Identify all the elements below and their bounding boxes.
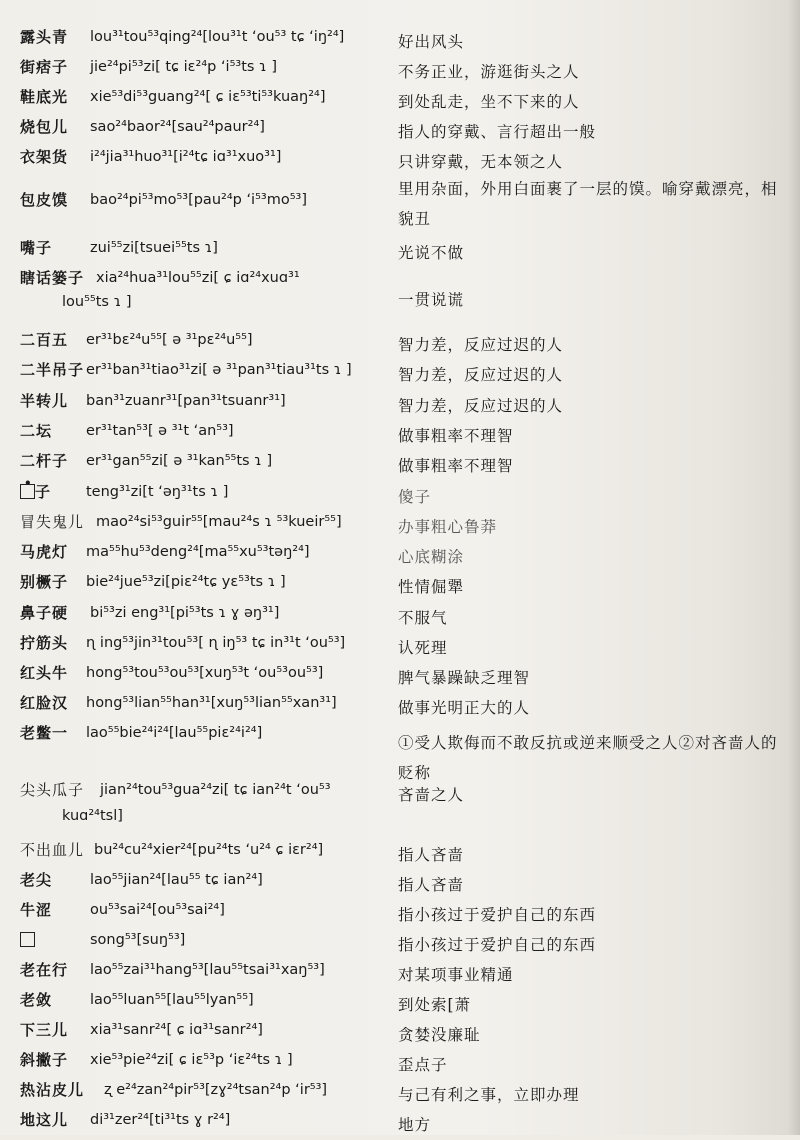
entry-pronunciation: ou⁵³sai²⁴[ou⁵³sai²⁴] [90, 902, 225, 918]
entry-word: 烧包儿 [20, 118, 69, 136]
entry-pronunciation: jian²⁴tou⁵³gua²⁴zi[ tɕ ian²⁴t ‘ou⁵³ [100, 782, 331, 798]
entry-definition: 性情倔犟 [398, 578, 465, 596]
entry-pronunciation: i²⁴jia³¹huo³¹[i²⁴tɕ iɑ³¹xuo³¹] [90, 149, 282, 165]
entry-pronunciation: xia²⁴hua³¹lou⁵⁵zi[ ɕ iɑ²⁴xuɑ³¹ [96, 270, 300, 286]
entry-pronunciation: mao²⁴si⁵³guir⁵⁵[mau²⁴s ɿ ⁵³kueir⁵⁵] [96, 514, 342, 530]
entry-word: 衣架货 [20, 148, 69, 166]
entry-pronunciation: lao⁵⁵zai³¹hang⁵³[lau⁵⁵tsai³¹xaŋ⁵³] [90, 962, 325, 978]
entry-pronunciation: teng³¹zi[t ‘əŋ³¹ts ɿ ] [86, 484, 229, 500]
entry-pronunciation: xia³¹sanr²⁴[ ɕ iɑ³¹sanr²⁴] [90, 1022, 263, 1038]
entry-word: 拧筋头 [20, 634, 69, 652]
entry-word: 热沾皮儿 [20, 1081, 85, 1099]
entry-word: 牛涩 [20, 901, 53, 919]
entry-pronunciation: zui⁵⁵zi[tsuei⁵⁵ts ɿ] [90, 240, 218, 256]
entry-word: 二坛 [20, 422, 53, 440]
entry-pronunciation-continued: kuɑ²⁴tsl] [62, 808, 123, 824]
entry-definition: 认死理 [398, 639, 448, 657]
entry-definition: 指人吝啬 [398, 876, 465, 894]
entry-pronunciation: lou³¹tou⁵³qing²⁴[lou³¹t ‘ou⁵³ tɕ ‘iŋ²⁴] [90, 29, 345, 45]
entry-pronunciation: jie²⁴pi⁵³zi[ tɕ iɛ²⁴p ‘i⁵³ts ɿ ] [90, 59, 278, 75]
entry-definition: 只讲穿戴，无本领之人 [398, 153, 564, 171]
entry-definition: 做事光明正大的人 [398, 699, 531, 717]
entry-word: 斜撇子 [20, 1051, 69, 1069]
entry-definition: 与己有利之事，立即办理 [398, 1086, 580, 1104]
entry-word: 马虎灯 [20, 543, 69, 561]
entry-pronunciation: lao⁵⁵jian²⁴[lau⁵⁵ tɕ ian²⁴] [90, 872, 263, 888]
entry-word: 鼻子硬 [20, 604, 69, 622]
entry-definition: 里用杂面，外用白面裹了一层的馍。喻穿戴漂亮，相貌丑 [398, 180, 778, 228]
entry-word: 红头牛 [20, 664, 69, 682]
entry-pronunciation: lao⁵⁵bie²⁴i²⁴[lau⁵⁵piɛ²⁴i²⁴] [86, 725, 263, 741]
entry-pronunciation: er³¹gan⁵⁵zi[ ə ³¹kan⁵⁵ts ɿ ] [86, 453, 273, 469]
entry-definition: 指人的穿戴、言行超出一般 [398, 123, 597, 141]
entry-word: 老鳖一 [20, 724, 69, 742]
entry-pronunciation: xie⁵³pie²⁴zi[ ɕ iɛ⁵³p ‘iɛ²⁴ts ɿ ] [90, 1052, 293, 1068]
entry-word: 老尖 [20, 871, 53, 889]
entry-word: 地这儿 [20, 1111, 69, 1129]
entry-definition: 地方 [398, 1116, 432, 1134]
entry-definition: 智力差，反应过迟的人 [398, 336, 564, 354]
entry-definition: 脾气暴躁缺乏理智 [398, 669, 531, 687]
entry-definition: 光说不做 [398, 244, 465, 262]
entry-word: 嘴子 [20, 239, 53, 257]
entry-word: 冒失鬼儿 [20, 513, 85, 531]
entry-word: 街痞子 [20, 58, 69, 76]
entry-definition: 到处乱走，坐不下来的人 [398, 93, 580, 111]
entry-word: 红脸汉 [20, 694, 69, 712]
entry-pronunciation: hong⁵³lian⁵⁵han³¹[xuŋ⁵³lian⁵⁵xan³¹] [86, 695, 337, 711]
entry-definition: 指人吝啬 [398, 846, 465, 864]
entry-word: 露头青 [20, 28, 69, 46]
page-edge-shadow [788, 0, 800, 1135]
entry-word: 下三儿 [20, 1021, 69, 1039]
entry-word: • 子 [20, 482, 51, 502]
entry-pronunciation: hong⁵³tou⁵³ou⁵³[xuŋ⁵³t ‘ou⁵³ou⁵³] [86, 665, 324, 681]
entry-definition: 对某项事业精通 [398, 966, 514, 984]
entry-definition: 智力差，反应过迟的人 [398, 397, 564, 415]
entry-word: 二百五 [20, 331, 69, 349]
entry-definition: ①受人欺侮而不敢反抗或逆来顺受之人②对吝啬人的贬称 [398, 734, 778, 782]
entry-definition: 智力差，反应过迟的人 [398, 366, 564, 384]
entry-pronunciation: lao⁵⁵luan⁵⁵[lau⁵⁵lyan⁵⁵] [90, 992, 254, 1008]
entry-pronunciation: sao²⁴baor²⁴[sau²⁴paur²⁴] [90, 119, 265, 135]
missing-character-box [20, 932, 35, 947]
entry-definition: 贪婪没廉耻 [398, 1026, 481, 1044]
entry-definition: 一贯说谎 [398, 291, 465, 309]
entry-definition: 办事粗心鲁莽 [398, 518, 498, 536]
entry-pronunciation: bie²⁴jue⁵³zi[piɛ²⁴tɕ yɛ⁵³ts ɿ ] [86, 574, 286, 590]
entry-pronunciation: bi⁵³zi eng³¹[pi⁵³ts ɿ ɣ əŋ³¹] [90, 605, 280, 621]
entry-definition: 吝啬之人 [398, 786, 465, 804]
entry-word: 老敛 [20, 991, 53, 1009]
entry-word: 二杆子 [20, 452, 69, 470]
entry-word: 瞎话篓子 [20, 269, 85, 287]
entry-pronunciation: ma⁵⁵hu⁵³deng²⁴[ma⁵⁵xu⁵³təŋ²⁴] [86, 544, 310, 560]
entry-pronunciation: xie⁵³di⁵³guang²⁴[ ɕ iɛ⁵³ti⁵³kuaŋ²⁴] [90, 89, 326, 105]
entry-word [20, 930, 35, 950]
entry-definition: 不务正业，游逛街头之人 [398, 63, 580, 81]
entry-definition: 指小孩过于爱护自己的东西 [398, 936, 597, 954]
entry-definition: 指小孩过于爱护自己的东西 [398, 906, 597, 924]
entry-definition: 心底糊涂 [398, 548, 465, 566]
entry-pronunciation-continued: lou⁵⁵ts ɿ ] [62, 294, 132, 310]
entry-pronunciation: bao²⁴pi⁵³mo⁵³[pau²⁴p ‘i⁵³mo⁵³] [90, 192, 307, 208]
entry-pronunciation: song⁵³[suŋ⁵³] [90, 932, 186, 948]
entry-word: 包皮馍 [20, 191, 69, 209]
entry-pronunciation: ʐ e²⁴zan²⁴pir⁵³[zɣ²⁴tsan²⁴p ‘ir⁵³] [104, 1082, 328, 1098]
entry-word: 半转儿 [20, 392, 69, 410]
entry-definition: 不服气 [398, 609, 448, 627]
entry-pronunciation: ɳ ing⁵³jin³¹tou⁵³[ ɳ iŋ⁵³ tɕ in³¹t ‘ou⁵³] [86, 635, 346, 651]
entry-definition: 到处索[萧 [398, 996, 472, 1014]
entry-definition: 好出风头 [398, 33, 465, 51]
entry-word: 别橛子 [20, 573, 69, 591]
entry-word: 尖头瓜子 [20, 781, 85, 799]
entry-pronunciation: er³¹bɛ²⁴u⁵⁵[ ə ³¹pɛ²⁴u⁵⁵] [86, 332, 253, 348]
entry-word: 不出血儿 [20, 841, 85, 859]
entry-definition: 做事粗率不理智 [398, 457, 514, 475]
entry-definition: 做事粗率不理智 [398, 427, 514, 445]
entry-word: 鞋底光 [20, 88, 69, 106]
dot-mark: • [24, 476, 33, 490]
entry-definition: 傻子 [398, 488, 432, 506]
entry-definition: 歪点子 [398, 1056, 448, 1074]
entry-pronunciation: er³¹ban³¹tiao³¹zi[ ə ³¹pan³¹tiau³¹ts ɿ ] [86, 362, 352, 378]
entry-pronunciation: ban³¹zuanr³¹[pan³¹tsuanr³¹] [86, 393, 286, 409]
entry-word: 老在行 [20, 961, 69, 979]
entry-pronunciation: di³¹zer²⁴[ti³¹ts ɣ r²⁴] [90, 1112, 231, 1128]
entry-pronunciation: er³¹tan⁵³[ ə ³¹t ‘an⁵³] [86, 423, 234, 439]
entry-pronunciation: bu²⁴cu²⁴xier²⁴[pu²⁴ts ‘u²⁴ ɕ iɛr²⁴] [94, 842, 324, 858]
entry-word: 二半吊子 [20, 361, 85, 379]
